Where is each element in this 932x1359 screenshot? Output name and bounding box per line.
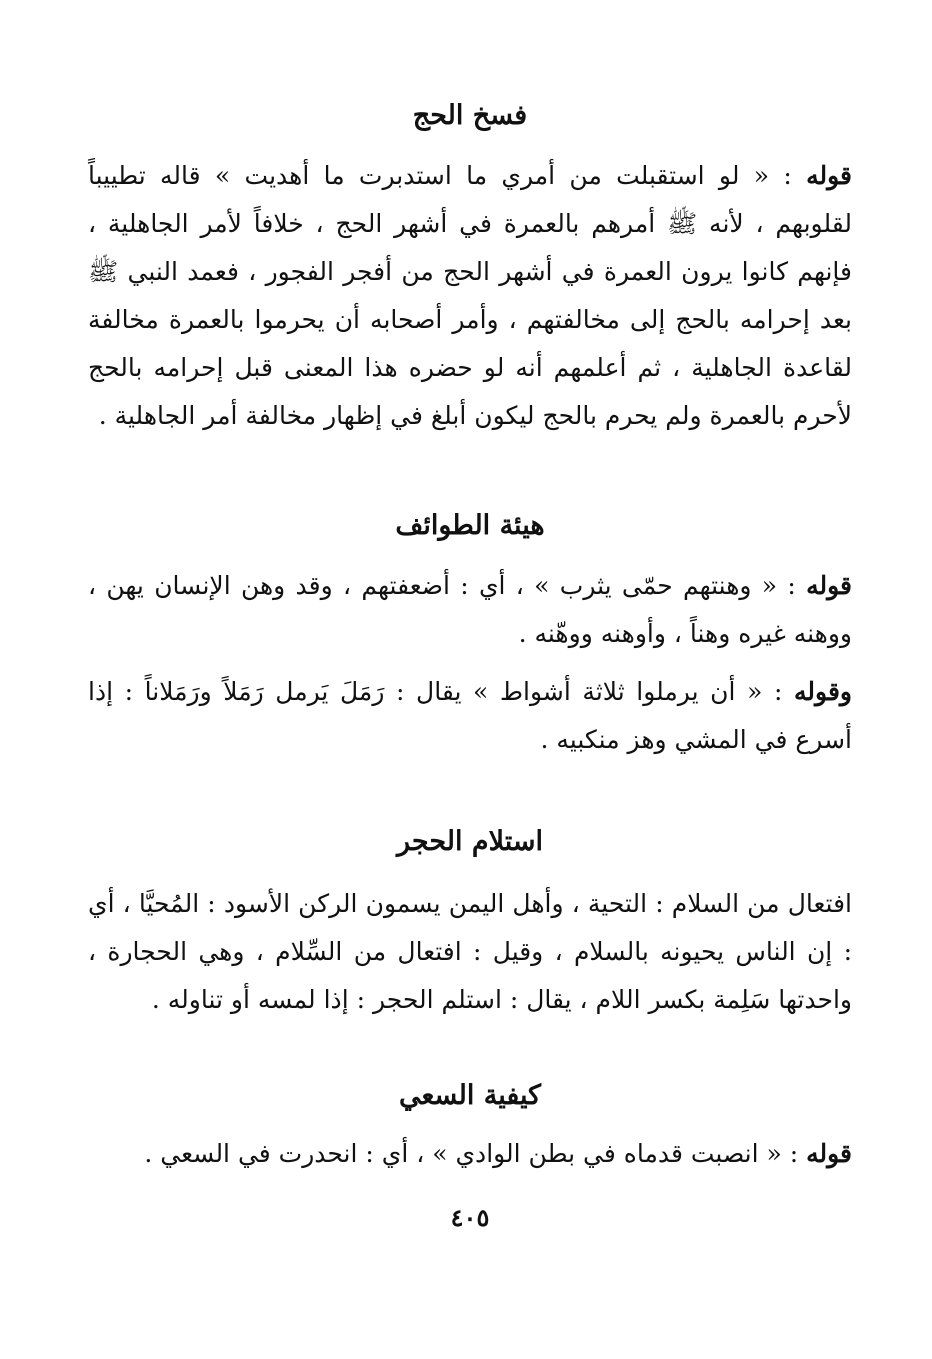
paragraph-body: : « أن يرملوا ثلاثة أشواط » يقال : رَمَلَ يَرمل رَمَلاً ورَمَلاناً : إذا أسرع في المشي وهز منكبيه . bbox=[88, 677, 852, 754]
section-heading-kayfiyat-al-sai: كيفية السعي bbox=[398, 1080, 542, 1111]
paragraph-body: : « وهنتهم حمّى يثرب » ، أي : أضعفتهم ، وقد وهن الإنسان يهن ، ووهنه غيره وهناً ، وأوهنه ووهّنه . bbox=[88, 571, 852, 648]
paragraph-body: : « انصبت قدماه في بطن الوادي » ، أي : انحدرت في السعي . bbox=[144, 1139, 807, 1168]
paragraph-faskh-al-hajj bbox=[88, 152, 852, 440]
paragraph-sai bbox=[88, 1130, 852, 1178]
paragraph-lead-word: قوله bbox=[806, 161, 852, 190]
page-number: ٤٠٥ bbox=[450, 1203, 490, 1232]
section-heading-faskh-al-hajj: فسخ الحج bbox=[412, 100, 528, 131]
paragraph-lead-word: قوله bbox=[806, 571, 852, 600]
section-heading-istilam-al-hajar: استلام الحجر bbox=[397, 826, 543, 857]
paragraph-body: : « لو استقبلت من أمري ما استدبرت ما أهديت » قاله تطييباً لقلوبهم ، لأنه ﷺ أمرهم بالعمرة في أشهر الحج ، خلافاً لأمر الجاهلية ، فإنهم كانوا يرون العمرة في أشهر الحج من أفجر الفجور ، فعمد النبي ﷺ بعد إحرامه بالحج إلى مخالفتهم ، وأمر أصحابه أن يحرموا بالعمرة مخالفة لقاعدة الجاهلية ، ثم أعلمهم أنه لو حضره هذا المعنى قبل إحرامه بالحج لأحرم بالعمرة ولم يحرم بالحج ليكون أبلغ في إظهار مخالفة أمر الجاهلية . bbox=[88, 161, 852, 430]
section-heading-hayat-al-tawaif: هيئة الطوائف bbox=[395, 510, 545, 541]
paragraph-lead-word: وقوله bbox=[794, 677, 852, 706]
paragraph-wahnathum bbox=[88, 562, 852, 658]
paragraph-ramal bbox=[88, 668, 852, 764]
paragraph-istilam bbox=[88, 880, 852, 1024]
paragraph-body: افتعال من السلام : التحية ، وأهل اليمن يسمون الركن الأسود : المُحيَّا ، أي : إن الناس يحيونه بالسلام ، وقيل : افتعال من السِّلام ، وهي الحجارة ، واحدتها سَلِمة بكسر اللام ، يقال : استلم الحجر : إذا لمسه أو تناوله . bbox=[88, 889, 852, 1014]
paragraph-lead-word: قوله bbox=[806, 1139, 852, 1168]
